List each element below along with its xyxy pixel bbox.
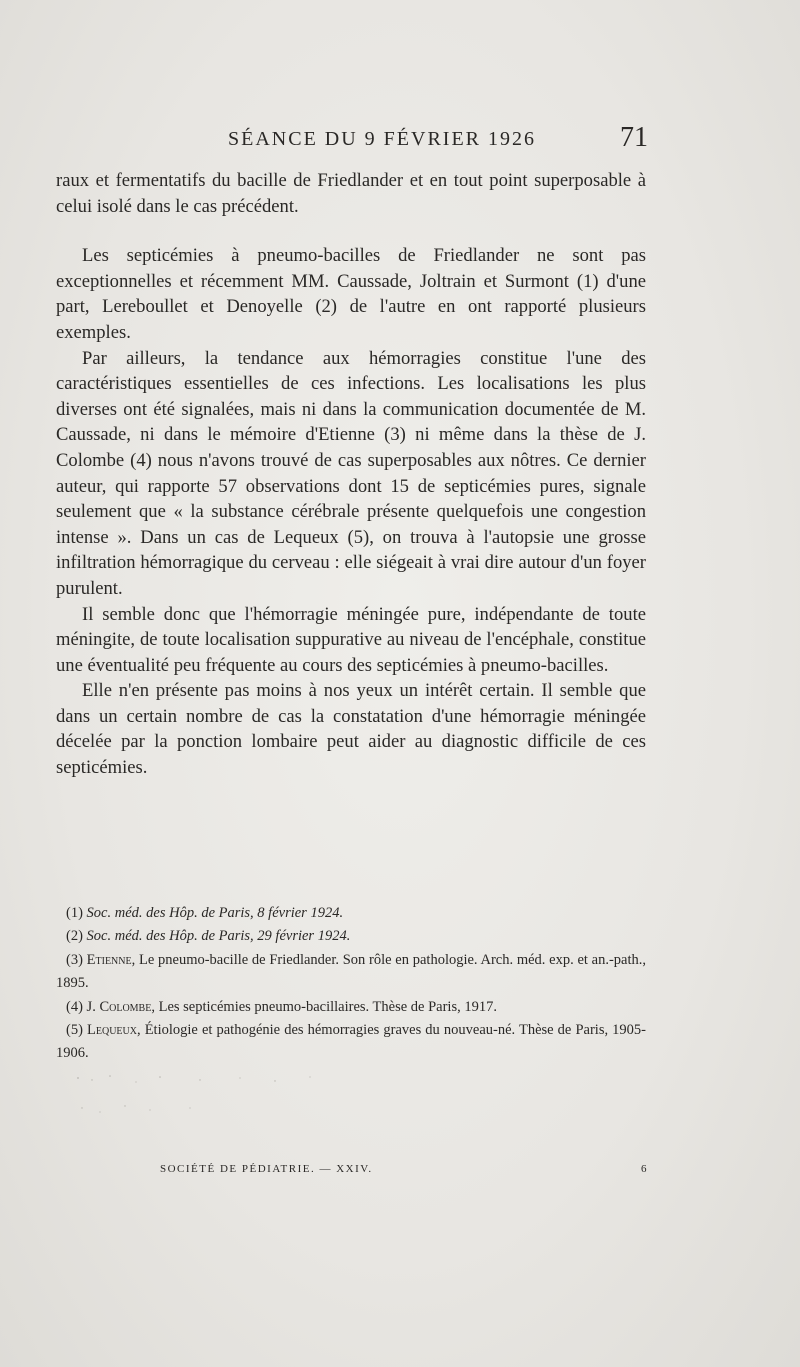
paragraph-continuation: raux et fermentatifs du bacille de Friedlander et en tout point superposable à celui isolé dans le cas précédent. [56, 170, 646, 217]
body-text [56, 168, 646, 781]
running-title: SÉANCE DU 9 FÉVRIER 1926 [228, 128, 537, 150]
footnote [56, 925, 646, 948]
footnote-text: Le pneumo-bacille de Friedlander. Son rôle en pathologie. Arch. méd. exp. et an.-path., 1895. [56, 951, 647, 992]
footnote [56, 1019, 646, 1066]
footnote-text: Étiologie et pathogénie des hémorragies graves du nouveau-né. Thèse de Paris, 1905-1906. [56, 1022, 647, 1062]
footnote [56, 902, 646, 925]
footnote-author: Lequeux, [87, 1022, 141, 1039]
footnote-number: (1) [66, 905, 83, 921]
signature-number: 6 [641, 1163, 648, 1175]
paragraph: Les septicémies à pneumo-bacilles de Friedlander ne sont pas exceptionnelles et récemment MM. Caussade, Joltrain et Surmont (1) d'une part, Lereboullet et Denoyelle (2) de l'autre en ont rapporté plusieurs exemples. [56, 245, 646, 343]
footnotes [56, 902, 646, 1066]
footnote [56, 949, 646, 996]
footnote-number: (3) [66, 951, 83, 968]
print-specks [70, 1068, 350, 1128]
footnote-number: (5) [66, 1022, 83, 1039]
page-header [228, 118, 648, 158]
footnote-author: J. Colombe, [86, 998, 155, 1015]
paragraph: Elle n'en présente pas moins à nos yeux un intérêt certain. Il semble que dans un certain nombre de cas la constatation d'une hémorragie méningée décelée par la ponction lombaire peut aider au diagnostic difficile de ces septicémies. [56, 680, 646, 779]
footnote-text: Soc. méd. des Hôp. de Paris, 8 février 1924. [86, 905, 344, 921]
signature-text: SOCIÉTÉ DE PÉDIATRIE. — XXIV. [160, 1163, 373, 1175]
footnote-text: Les septicémies pneumo-bacillaires. Thèse de Paris, 1917. [158, 998, 497, 1015]
footnote-number: (4) [66, 998, 83, 1015]
paragraph: Par ailleurs, la tendance aux hémorragies constitue l'une des caractéristiques essentielles de ces infections. Les localisations les plus diverses ont été signalées, mais ni dans la communication documentée de M. Caussade, ni dans le mémoire d'Etienne (3) ni même dans la thèse de J. Colombe (4) nous n'avons trouvé de cas superposables aux nôtres. Ce dernier auteur, qui rapporte 57 observations dont 15 de septicémies pures, signale seulement que « la substance cérébrale présente quelquefois une congestion intense ». Dans un cas de Lequeux (5), on trouva à l'autopsie une grosse infiltration hémorragique du cerveau : elle siégeait à vrai dire autour d'un foyer purulent. [56, 347, 646, 599]
footnote [56, 996, 646, 1019]
footnote-author: Etienne, [86, 951, 136, 968]
page-number: 71 [620, 122, 648, 153]
footnote-number: (2) [66, 928, 83, 945]
footnote-text: Soc. méd. des Hôp. de Paris, 29 février 1924. [86, 928, 351, 945]
paragraph: Il semble donc que l'hémorragie méningée pure, indépendante de toute méningite, de toute localisation suppurative au niveau de l'encéphale, constitue une éventualité peu fréquente au cours des septicémies à pneumo-bacilles. [56, 603, 646, 676]
